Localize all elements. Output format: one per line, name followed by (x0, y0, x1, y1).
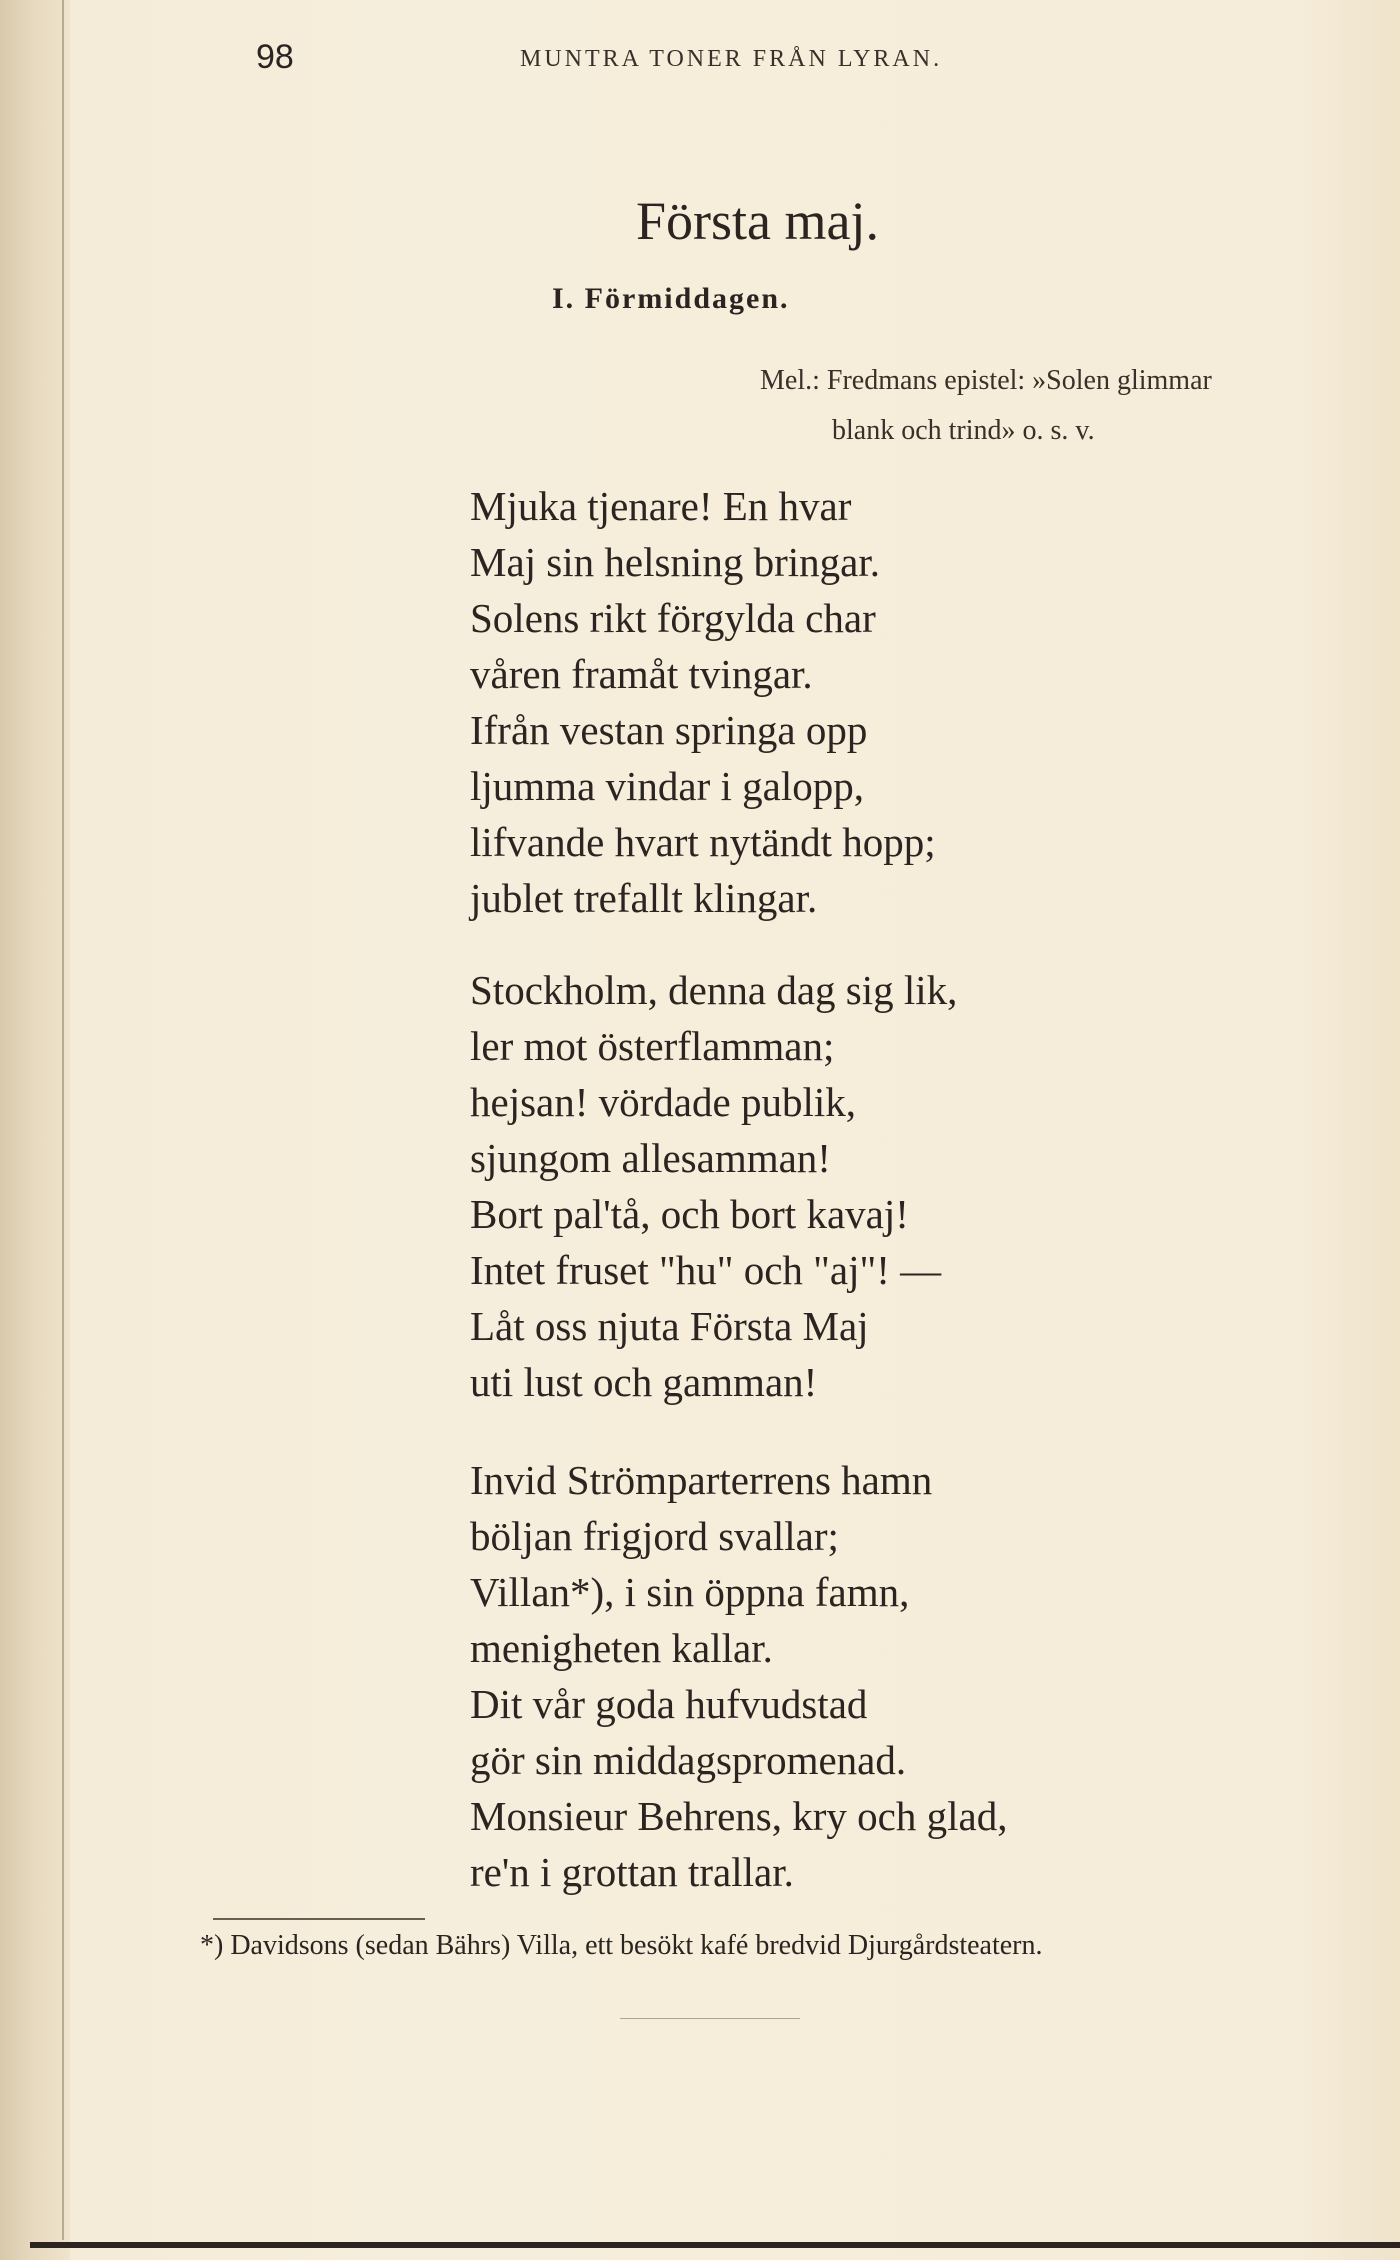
page-gutter (0, 0, 70, 2260)
verse-line: uti lust och gamman! (470, 1359, 818, 1405)
running-head: MUNTRA TONER FRÅN LYRAN. (520, 46, 943, 72)
stanza-2 (470, 962, 1270, 1410)
verse-line: Låt oss njuta Första Maj (470, 1303, 869, 1349)
melody-line: Mel.: Fredmans epistel: »Solen glimmar (760, 365, 1212, 396)
poem-title: Första maj. (636, 191, 879, 251)
bottom-rule (620, 2018, 800, 2019)
verse-line: Villan*), i sin öppna famn, (470, 1569, 910, 1615)
verse-line: re'n i grottan trallar. (470, 1849, 794, 1895)
stanza-1 (470, 478, 1270, 926)
verse-line: böljan frigjord svallar; (470, 1513, 839, 1559)
verse-line: gör sin middagspromenad. (470, 1737, 907, 1783)
verse-line: menigheten kallar. (470, 1625, 773, 1671)
verse-line: Stockholm, denna dag sig lik, (470, 967, 958, 1013)
stanza-3 (470, 1452, 1270, 1900)
binding-edge (62, 0, 64, 2240)
verse-line: Intet fruset "hu" och "aj"! — (470, 1247, 942, 1293)
verse-line: Invid Strömparterrens hamn (470, 1457, 933, 1503)
verse-line: Monsieur Behrens, kry och glad, (470, 1793, 1008, 1839)
verse-line: ljumma vindar i galopp, (470, 763, 864, 809)
verse-line: ler mot österflamman; (470, 1023, 835, 1069)
verse-line: våren framåt tvingar. (470, 651, 813, 697)
verse-line: jublet trefallt klingar. (470, 875, 818, 921)
verse-line: sjungom allesamman! (470, 1135, 831, 1181)
verse-line: Dit vår goda hufvudstad (470, 1681, 868, 1727)
page-number: 98 (256, 38, 294, 76)
verse-line: Ifrån vestan springa opp (470, 707, 868, 753)
verse-line: Mjuka tjenare! En hvar (470, 483, 852, 529)
verse-line: Bort pal'tå, och bort kavaj! (470, 1191, 909, 1237)
verse-line: Maj sin helsning bringar. (470, 539, 880, 585)
verse-line: lifvande hvart nytändt hopp; (470, 819, 936, 865)
page-header (0, 38, 1400, 88)
poem-subtitle: I. Förmiddagen. (552, 282, 790, 315)
footnote-divider (213, 1918, 425, 1920)
footnote: *) Davidsons (sedan Bährs) Villa, ett besökt kafé bredvid Djurgårdsteatern. (200, 1930, 1043, 1961)
melody-note (760, 356, 1340, 456)
page-bottom-edge (30, 2242, 1400, 2248)
melody-line: blank och trind» o. s. v. (832, 415, 1095, 446)
verse-line: Solens rikt förgylda char (470, 595, 876, 641)
verse-line: hejsan! vördade publik, (470, 1079, 856, 1125)
